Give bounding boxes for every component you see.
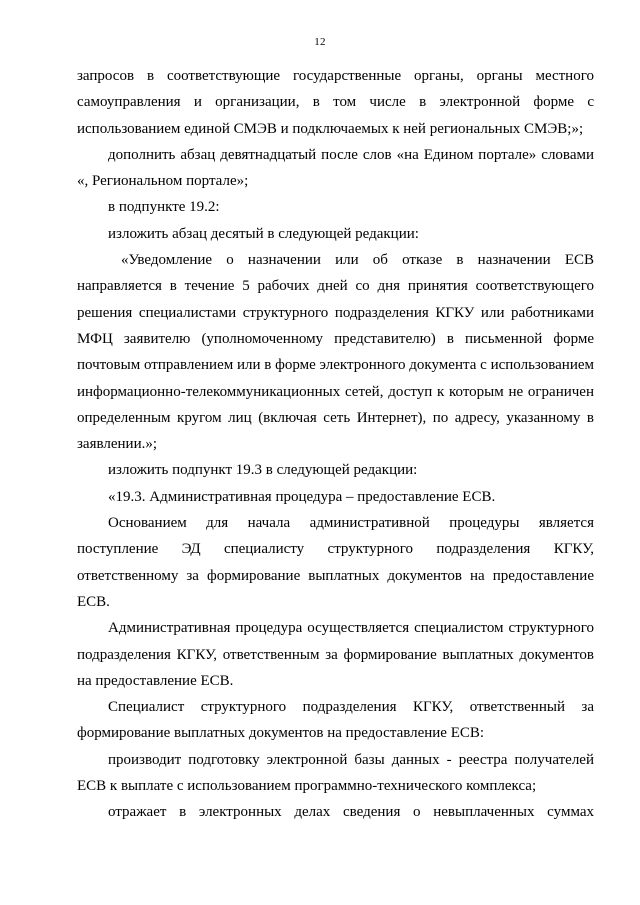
document-body — [77, 63, 594, 826]
paragraph-11: производит подготовку электронной базы данных - реестра получателей ЕСВ к выплате с использованием программно-технического комплекса; — [77, 751, 594, 795]
paragraph-8: Основанием для начала административной процедуры является поступление ЭД специалисту структурного подразделения КГКУ, ответственному за формирование выплатных документов на предоставление ЕСВ. — [77, 515, 594, 610]
paragraph-1: запросов в соответствующие государственные органы, органы местного самоуправления и организации, в том числе в электронной форме с использованием единой СМЭВ и подключаемых к ней региональных СМЭВ;»; — [77, 68, 594, 137]
paragraph-12: отражает в электронных делах сведения о невыплаченных суммах — [108, 804, 594, 821]
paragraph-3: в подпункте 19.2: — [108, 199, 220, 216]
paragraph-6: изложить подпункт 19.3 в следующей редакции: — [108, 462, 418, 479]
paragraph-2: дополнить абзац девятнадцатый после слов «на Едином портале» словами «, Региональном портале»; — [77, 146, 594, 190]
page-number: 12 — [314, 36, 326, 48]
paragraph-10: Специалист структурного подразделения КГКУ, ответственный за формирование выплатных документов на предоставление ЕСВ: — [77, 699, 594, 742]
paragraph-5: «Уведомление о назначении или об отказе в назначении ЕСВ направляется в течение 5 рабочих дней со дня принятия соответствующего решения специалистами структурного подразделения КГКУ или работниками МФЦ заявителю (уполномоченному представителю) в письменной форме почтовым отправлением или в форме электронного документа с использованием информационно-телекоммуникационных сетей, доступ к которым не ограничен определенным кругом лиц (включая сеть Интернет), по адресу, указанному в заявлении.»; — [77, 252, 594, 453]
paragraph-7: «19.3. Административная процедура – предоставление ЕСВ. — [108, 488, 496, 505]
paragraph-9: Административная процедура осуществляется специалистом структурного подразделения КГКУ, ответственным за формирование выплатных документов на предоставление ЕСВ. — [77, 620, 594, 689]
paragraph-4: изложить абзац десятый в следующей редакции: — [108, 225, 419, 242]
